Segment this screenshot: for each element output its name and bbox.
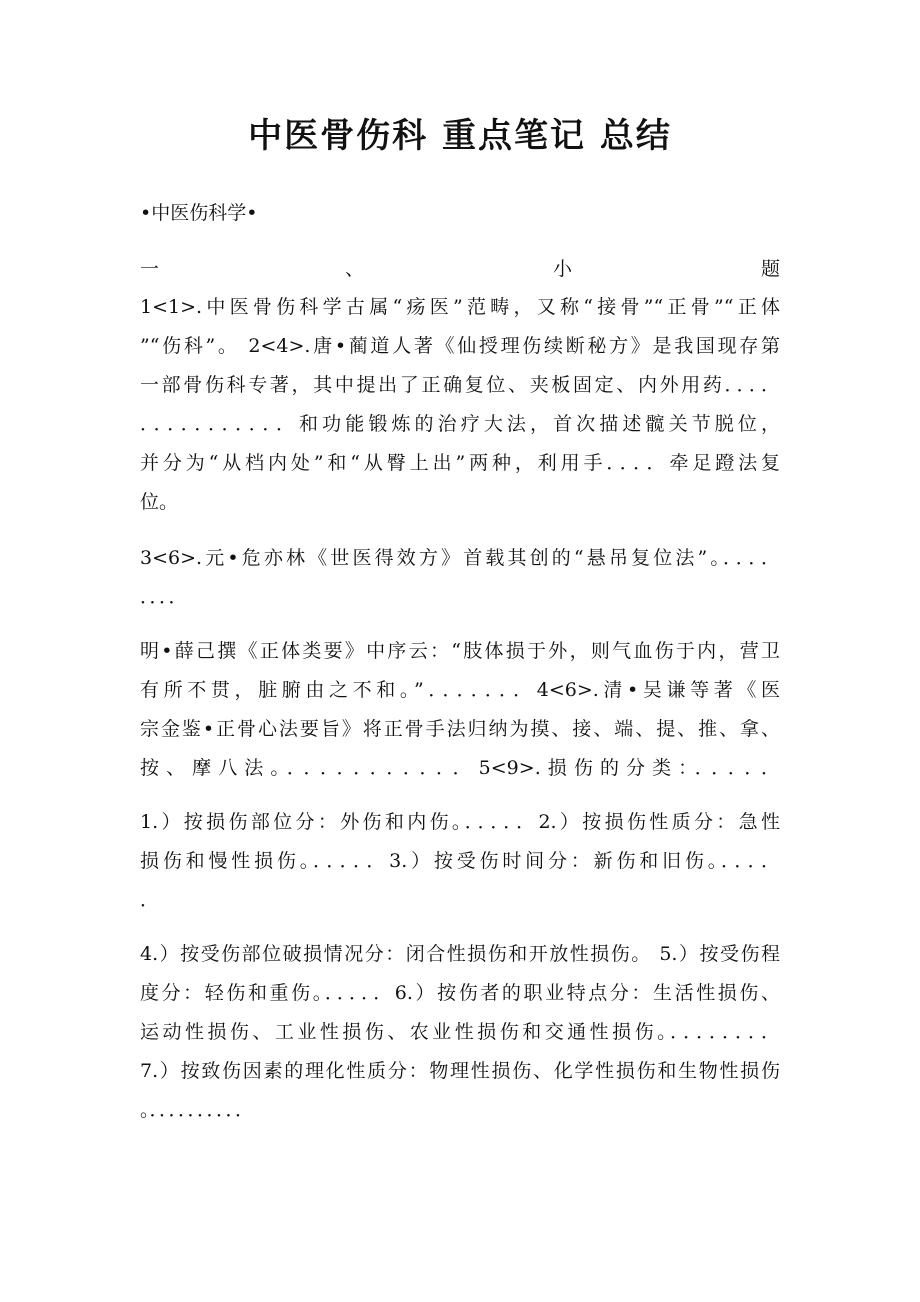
text-line: 7.）按致伤因素的理化性质分：物理性损伤、化学性损伤和生物性损伤 [140, 1060, 780, 1082]
text-line: 位。 [140, 491, 179, 513]
text-line: 4.）按受伤部位破损情况分：闭合性损伤和开放性损伤。 5.）按受伤程 [140, 943, 780, 965]
text-line: 度分：轻伤和重伤。．．．．．6.）按伤者的职业特点分：生活性损伤、 [140, 982, 780, 1004]
text-line: 1<1>.中医骨伤科学古属“疡医”范畴，又称“接骨”“正骨”“正体 [140, 296, 780, 318]
text-line: 并分为“从档内处”和“从臀上出”两种，利用手．．．．牵足蹬法复 [140, 452, 780, 474]
text-line: 宗金鉴•正骨心法要旨》将正骨手法归纳为摸、接、端、提、推、拿、 [140, 718, 780, 740]
text-line: ．．．．．．．．．．．和功能锻炼的治疗大法，首次描述髋关节脱位， [140, 413, 780, 435]
text-line: 损伤和慢性损伤。．．．．．3.）按受伤时间分：新伤和旧伤。．．．． [140, 850, 780, 872]
text-line: ． [140, 889, 160, 911]
text-line: ”“伤科”。 2<4>.唐•蔺道人著《仙授理伤续断秘方》是我国现存第 [140, 335, 780, 357]
heading-char: 、 [345, 258, 365, 280]
text-line: 明•薛己撰《正体类要》中序云：“肢体损于外，则气血伤于内，营卫 [140, 640, 780, 662]
section-subtitle: •中医伤科学• [140, 202, 258, 224]
heading-char: 题 [761, 258, 781, 280]
text-line: 按、摩八法。．．．．．．．．．．．5<9>.损伤的分类：．．．．． [140, 757, 780, 779]
text-line: 运动性损伤、工业性损伤、农业性损伤和交通性损伤。．．．．．．．． [140, 1021, 780, 1043]
heading-char: 小 [553, 258, 573, 280]
heading-char: 一 [140, 258, 160, 280]
text-line: 1.）按损伤部位分：外伤和内伤。．．．．．2.）按损伤性质分：急性 [140, 811, 780, 833]
text-line: ．．．． [140, 586, 188, 608]
text-line: 一部骨伤科专著，其中提出了正确复位、夹板固定、内外用药．．．． [140, 374, 780, 396]
text-line: 。．．．．．．．．．． [140, 1099, 255, 1121]
text-line: 3<6>.元•危亦林《世医得效方》首载其创的“悬吊复位法”。．．．． [140, 547, 780, 569]
document-title: 中医骨伤科 重点笔记 总结 [248, 116, 672, 156]
text-line: 有所不贯，脏腑由之不和。”．．．．．．．4<6>.清•吴谦等著《医 [140, 679, 780, 701]
